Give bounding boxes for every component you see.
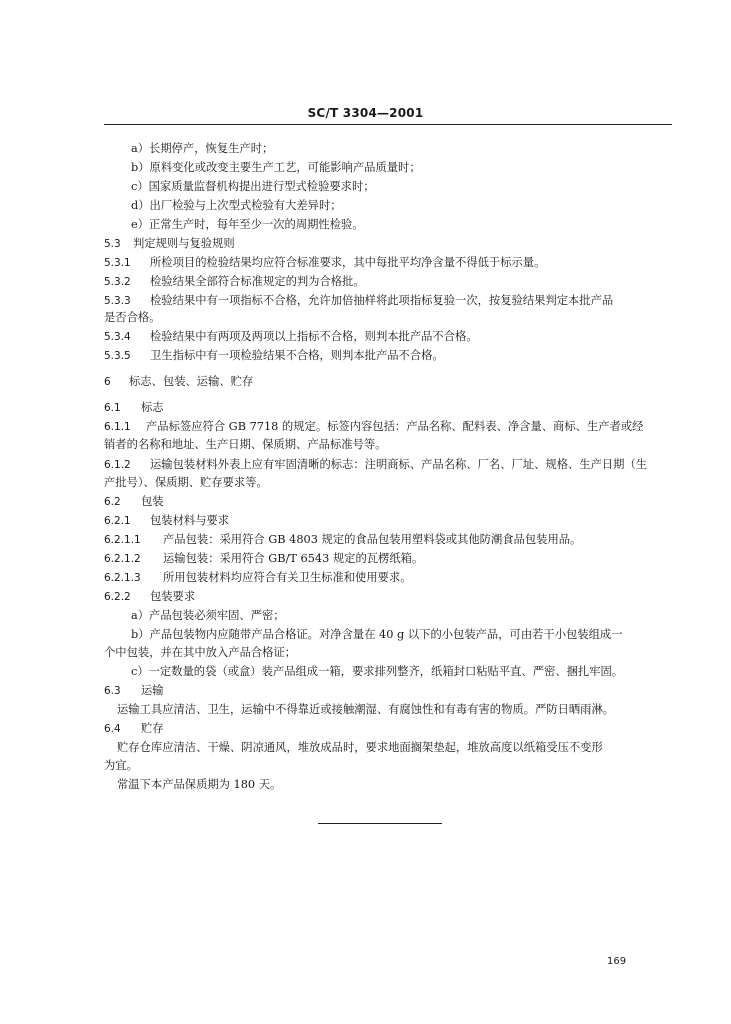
- clause-5-3-2-number: 5.3.2: [104, 276, 131, 288]
- list-item-d: d）出厂检验与上次型式检验有大差异时；: [131, 199, 342, 212]
- clause-6-2-1-3-number: 6.2.1.3: [104, 572, 141, 584]
- transport-text: 运输工具应清洁、卫生，运输中不得靠近或接触潮湿、有腐蚀性和有毒有害的物质。严防日晒雨淋。: [117, 703, 615, 716]
- clause-5-3-2-text: 检验结果全部符合标准规定的判为合格批。: [150, 275, 365, 288]
- section-6-1-number: 6.1: [104, 402, 121, 414]
- shelf-life-text: 常温下本产品保质期为 180 天。: [117, 778, 282, 791]
- clause-6-1-2-text: 运输包装材料外表上应有牢固清晰的标志：注明商标、产品名称、厂名、厂址、规格、生产日期（生: [150, 458, 648, 471]
- section-5-3-heading: 判定规则与复验规则: [133, 237, 235, 250]
- chapter-6-heading: 标志、包装、运输、贮存: [129, 375, 254, 388]
- clause-6-2-1-number: 6.2.1: [104, 515, 131, 527]
- clause-5-3-3-text: 检验结果中有一项指标不合格，允许加倍抽样将此项指标复验一次，按复验结果判定本批产品: [150, 294, 614, 307]
- clause-6-2-1-3-text: 所用包装材料均应符合有关卫生标准和使用要求。: [163, 571, 412, 584]
- packaging-item-b-continuation: 个中包装，并在其中放入产品合格证；: [104, 646, 297, 659]
- clause-6-1-2-continuation: 产批号）、保质期、贮存要求等。: [104, 476, 268, 489]
- clause-6-1-1-text: 产品标签应符合 GB 7718 的规定。标签内容包括：产品名称、配料表、净含量、商标、生产者或经: [146, 420, 644, 433]
- clause-5-3-5-number: 5.3.5: [104, 350, 131, 362]
- end-of-standard-rule: [318, 823, 442, 824]
- clause-6-2-1-1-text: 产品包装：采用符合 GB 4803 规定的食品包装用塑料袋或其他防潮食品包装用品。: [163, 533, 582, 546]
- chapter-6-number: 6: [104, 376, 111, 388]
- list-item-b: b）原料变化或改变主要生产工艺，可能影响产品质量时；: [131, 161, 421, 174]
- clause-5-3-3-number: 5.3.3: [104, 295, 131, 307]
- clause-6-2-1-1-number: 6.2.1.1: [104, 534, 141, 546]
- section-6-4-heading: 贮存: [141, 722, 164, 735]
- packaging-item-a: a）产品包装必须牢固、严密；: [131, 609, 285, 622]
- list-item-e: e）正常生产时，每年至少一次的周期性检验。: [131, 218, 364, 231]
- clause-6-1-1-continuation: 销者的名称和地址、生产日期、保质期、产品标准号等。: [104, 438, 387, 451]
- section-6-1-heading: 标志: [141, 401, 164, 414]
- page-number: 169: [607, 956, 627, 967]
- clause-5-3-5-text: 卫生指标中有一项检验结果不合格，则判本批产品不合格。: [150, 349, 444, 362]
- clause-5-3-1-number: 5.3.1: [104, 257, 131, 269]
- section-6-4-number: 6.4: [104, 723, 121, 735]
- list-item-a: a）长期停产，恢复生产时；: [131, 142, 274, 155]
- clause-6-1-1-number: 6.1.1: [104, 421, 131, 433]
- packaging-item-b: b）产品包装物内应随带产品合格证。对净含量在 40 g 以下的小包装产品，可由若干小包装组成一: [131, 628, 623, 641]
- section-5-3-number: 5.3: [104, 238, 121, 250]
- clause-6-2-2-heading: 包装要求: [150, 590, 196, 603]
- section-6-2-number: 6.2: [104, 496, 121, 508]
- clause-5-3-4-number: 5.3.4: [104, 331, 131, 343]
- packaging-item-c: c）一定数量的袋（或盒）装产品组成一箱，要求排列整齐，纸箱封口粘贴平直、严密、捆扎牢固。: [131, 665, 624, 678]
- clause-6-2-1-2-number: 6.2.1.2: [104, 553, 141, 565]
- storage-text: 贮存仓库应清洁、干燥、阴凉通风，堆放成品时，要求地面搁架垫起，堆放高度以纸箱受压不变形: [117, 741, 603, 754]
- header-rule: [104, 124, 672, 125]
- section-6-2-heading: 包装: [141, 495, 164, 508]
- list-item-c: c）国家质量监督机构提出进行型式检验要求时；: [131, 180, 375, 193]
- clause-6-2-1-heading: 包装材料与要求: [150, 514, 230, 527]
- standard-code-header: SC/T 3304—2001: [307, 106, 424, 120]
- clause-5-3-3-continuation: 是否合格。: [104, 311, 161, 324]
- clause-6-2-1-2-text: 运输包装：采用符合 GB/T 6543 规定的瓦楞纸箱。: [163, 552, 424, 565]
- section-6-3-number: 6.3: [104, 685, 121, 697]
- clause-5-3-4-text: 检验结果中有两项及两项以上指标不合格，则判本批产品不合格。: [150, 330, 478, 343]
- section-6-3-heading: 运输: [141, 684, 164, 697]
- clause-6-2-2-number: 6.2.2: [104, 591, 131, 603]
- clause-6-1-2-number: 6.1.2: [104, 459, 131, 471]
- storage-text-continuation: 为宜。: [104, 759, 138, 772]
- clause-5-3-1-text: 所检项目的检验结果均应符合标准要求，其中每批平均净含量不得低于标示量。: [150, 256, 546, 269]
